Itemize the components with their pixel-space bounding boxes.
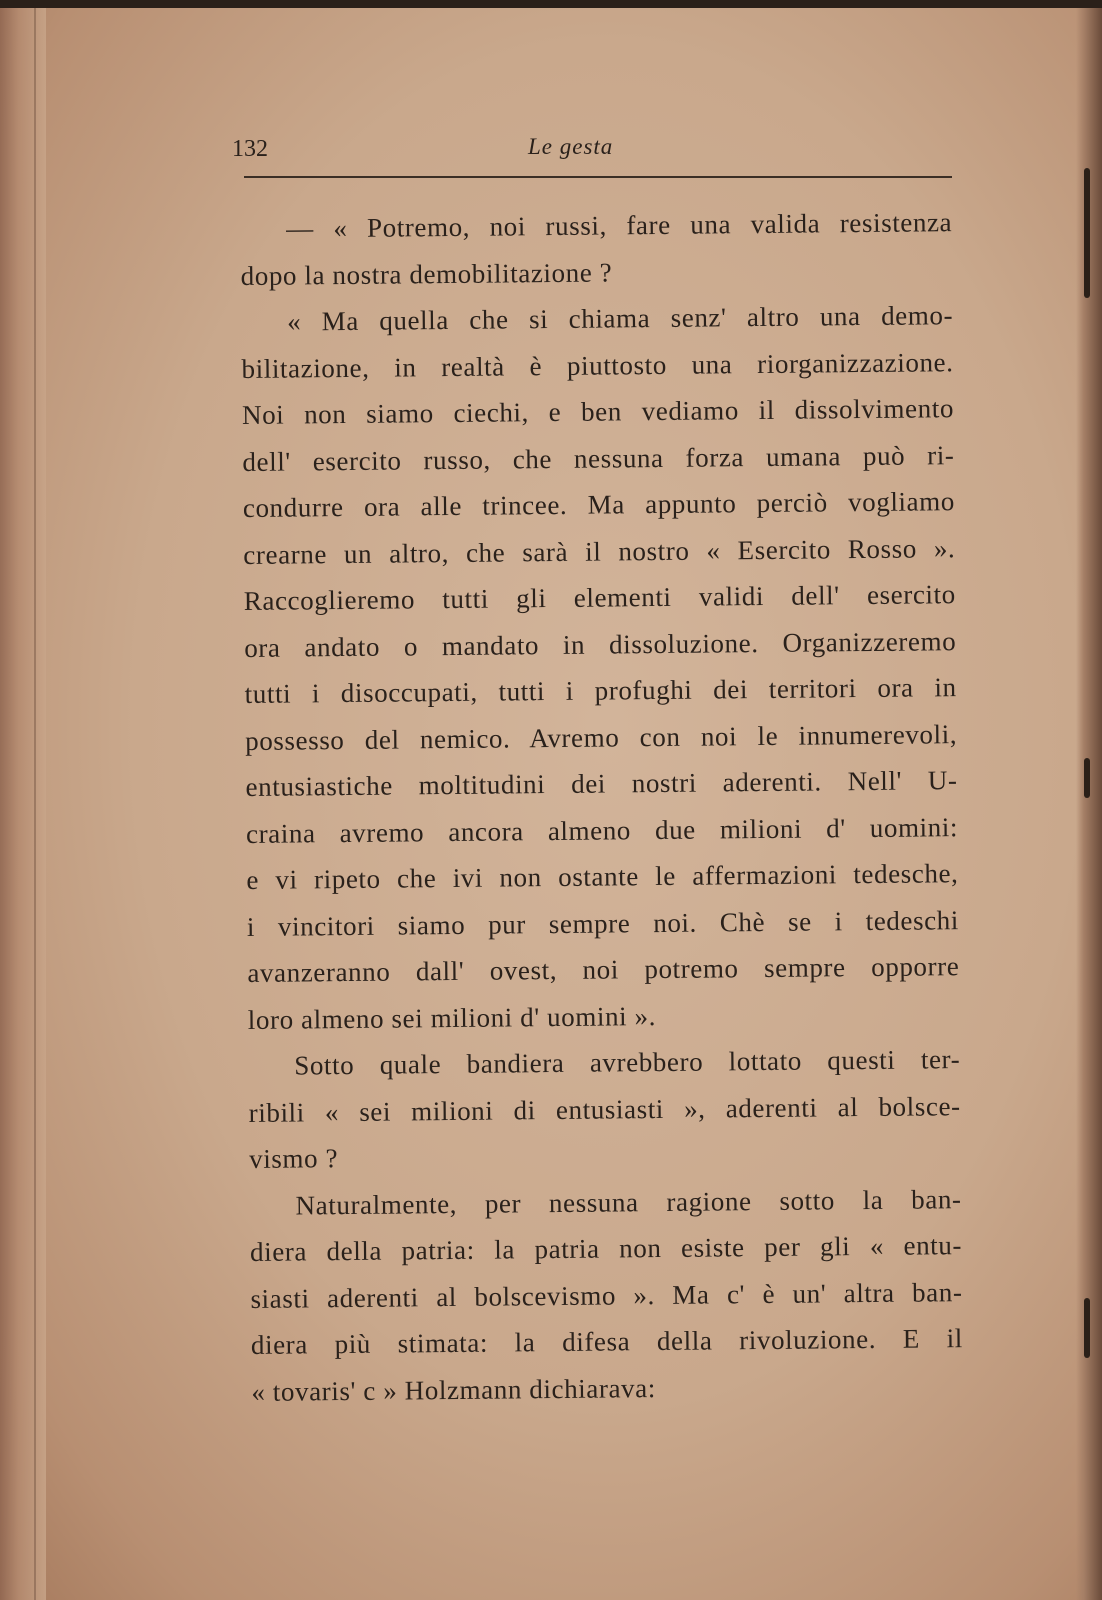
page-top-edge xyxy=(0,0,1102,8)
text-line: siasti aderenti al bolscevismo ». Ma c' è un' altra ban- xyxy=(250,1276,963,1314)
running-head: Le gesta xyxy=(528,134,614,159)
page-right-edge xyxy=(1076,8,1102,1600)
text-line: ribili « sei milioni di entusiasti », aderenti al bolsce- xyxy=(248,1090,961,1128)
text-line: « tovaris' c » Holzmann dichiarava: xyxy=(251,1372,656,1407)
page-header xyxy=(228,132,952,168)
text-line: diera più stimata: la difesa della rivoluzione. E il xyxy=(250,1323,964,1360)
text-line: i vincitori siamo pur sempre noi. Chè se i tedeschi xyxy=(246,904,960,942)
text-line: Naturalmente, per nessuna ragione sotto la ban- xyxy=(295,1183,962,1221)
text-line: avanzeranno dall' ovest, noi potremo sempre opporre xyxy=(247,951,960,988)
text-line: Noi non siamo ciechi, e ben vediamo il dissolvimento xyxy=(241,393,955,430)
page-gutter-line xyxy=(34,8,36,1600)
text-line: dell' esercito russo, che nessuna forza umana può ri- xyxy=(242,439,955,477)
text-line: tutti i disoccupati, tutti i profughi dei territori ora in xyxy=(244,672,957,709)
text-line: craina avremo ancora almeno due milioni d' uomini: xyxy=(245,811,959,849)
text-line: Sotto quale bandiera avrebbero lottato questi ter- xyxy=(294,1044,961,1081)
text-line: entusiastiche moltitudini dei nostri aderenti. Nell' U- xyxy=(245,765,958,802)
text-line: diera della patria: la patria non esiste per gli « entu- xyxy=(249,1230,963,1267)
text-line: bilitazione, in realtà è piuttosto una riorganizzazione. xyxy=(241,346,954,384)
edge-stain-mark xyxy=(1084,1298,1090,1358)
text-line: condurre ora alle trincee. Ma appunto perciò vogliamo xyxy=(242,486,956,523)
header-rule xyxy=(244,176,952,178)
text-line: ora andato o mandato in dissoluzione. Organizzeremo xyxy=(244,625,957,663)
edge-stain-mark xyxy=(1084,758,1090,798)
text-line: possesso del nemico. Avremo con noi le innumerevoli, xyxy=(244,718,958,756)
text-line: « Ma quella che si chiama senz' altro una demo- xyxy=(286,300,954,337)
text-line: Raccoglieremo tutti gli elementi validi dell' esercito xyxy=(243,579,956,616)
page-number: 132 xyxy=(232,136,268,162)
book-page xyxy=(0,8,1102,1600)
text-line: loro almeno sei milioni d' uomini ». xyxy=(247,1000,657,1035)
page-left-edge xyxy=(0,8,46,1600)
text-line: dopo la nostra demobilitazione ? xyxy=(240,256,613,291)
edge-stain-mark xyxy=(1084,168,1090,298)
text-line: crearne un altro, che sarà il nostro « Esercito Rosso ». xyxy=(243,532,956,570)
text-line: vismo ? xyxy=(249,1143,339,1174)
body-text xyxy=(240,199,964,1415)
text-line: — « Potremo, noi russi, fare una valida resistenza xyxy=(286,207,953,244)
text-line: e vi ripeto che ivi non ostante le affermazioni tedesche, xyxy=(246,858,959,895)
